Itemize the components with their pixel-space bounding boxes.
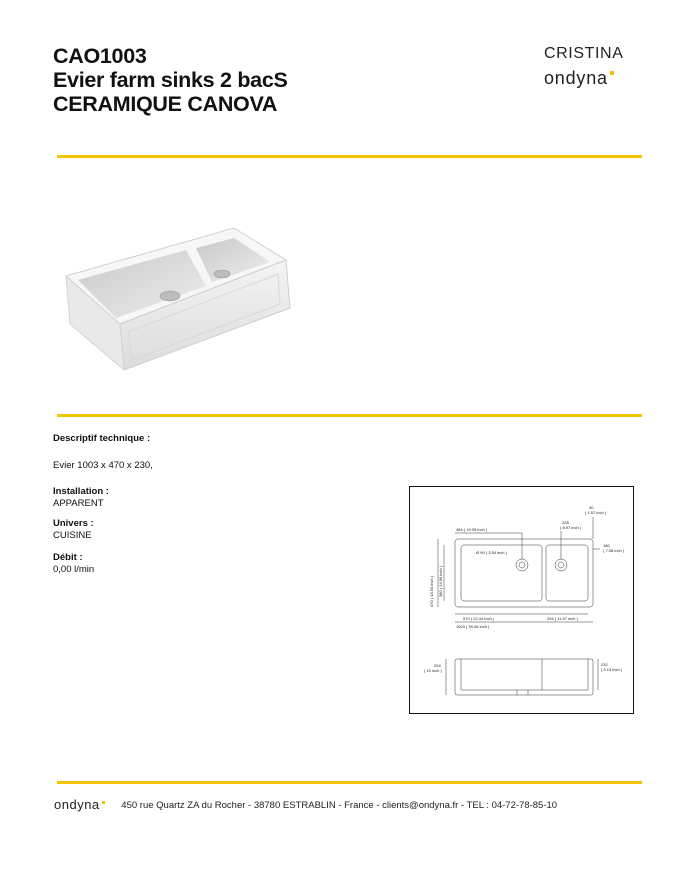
product-name: Evier farm sinks 2 bacS [53, 68, 288, 92]
spec-label: Installation : [53, 486, 109, 497]
brand-logo-text [544, 67, 623, 89]
dim-180: 180 [603, 543, 610, 548]
dim-254-inch: ( 10 inch ) [424, 668, 442, 673]
dim-1003: 1003 ( 39.48 inch ) [456, 624, 490, 629]
footer-logo [54, 797, 105, 812]
dim-232: 232 [601, 662, 608, 667]
spec-installation [53, 486, 109, 510]
brand-logo-word: ondyna [544, 68, 608, 88]
dim-40: 40 [589, 505, 594, 510]
dim-294: 294 ( 11.57 inch ) [547, 616, 578, 621]
spec-value: CUISINE [53, 530, 92, 541]
top-divider [57, 155, 642, 158]
tech-section-title: Descriptif technique : [53, 433, 151, 444]
logo-dot-icon [610, 71, 614, 75]
bottom-divider [57, 781, 642, 784]
dim-228: 228 [562, 520, 569, 525]
dim-40-inch: ( 1.57 inch ) [585, 510, 607, 515]
technical-drawing [409, 486, 634, 714]
dim-380: 380 ( 14.96 inch ) [438, 565, 443, 597]
spec-value: 0,00 l/min [53, 564, 95, 575]
product-reference: CAO1003 [53, 44, 147, 68]
product-photo [58, 220, 298, 380]
middle-divider [57, 414, 642, 417]
spec-value: APPARENT [53, 498, 104, 509]
footer-address: 450 rue Quartz ZA du Rocher - 38780 ESTRABLIN - France - clients@ondyna.fr - TEL : 04-72-78-85-10 [121, 800, 558, 811]
dim-228-inch: ( 8.97 inch ) [560, 525, 582, 530]
tech-description: Evier 1003 x 470 x 230, [53, 460, 153, 471]
brand-top-text: CRISTINA [544, 45, 624, 62]
product-material: CERAMIQUE CANOVA [53, 92, 278, 116]
dim-484: 484 ( 19.05 inch ) [456, 527, 488, 532]
spec-label: Univers : [53, 518, 94, 529]
spec-univers [53, 518, 94, 542]
footer [54, 797, 557, 812]
spec-debit [53, 552, 94, 576]
footer-logo-word: ondyna [54, 797, 100, 812]
dim-254: 254 [434, 663, 441, 668]
dim-180-inch: ( 7.08 inch ) [603, 548, 625, 553]
brand-logo [544, 45, 623, 89]
product-title [53, 44, 288, 116]
spec-label: Débit : [53, 552, 83, 563]
dim-570: 570 ( 22.44 inch ) [463, 616, 495, 621]
logo-dot-icon [102, 801, 105, 804]
dim-470: 470 ( 18.50 inch ) [429, 575, 434, 607]
dim-232-inch: ( 9.13 inch ) [601, 667, 623, 672]
dim-diameter-90: Ø 90 ( 3.54 inch ) [476, 550, 507, 555]
